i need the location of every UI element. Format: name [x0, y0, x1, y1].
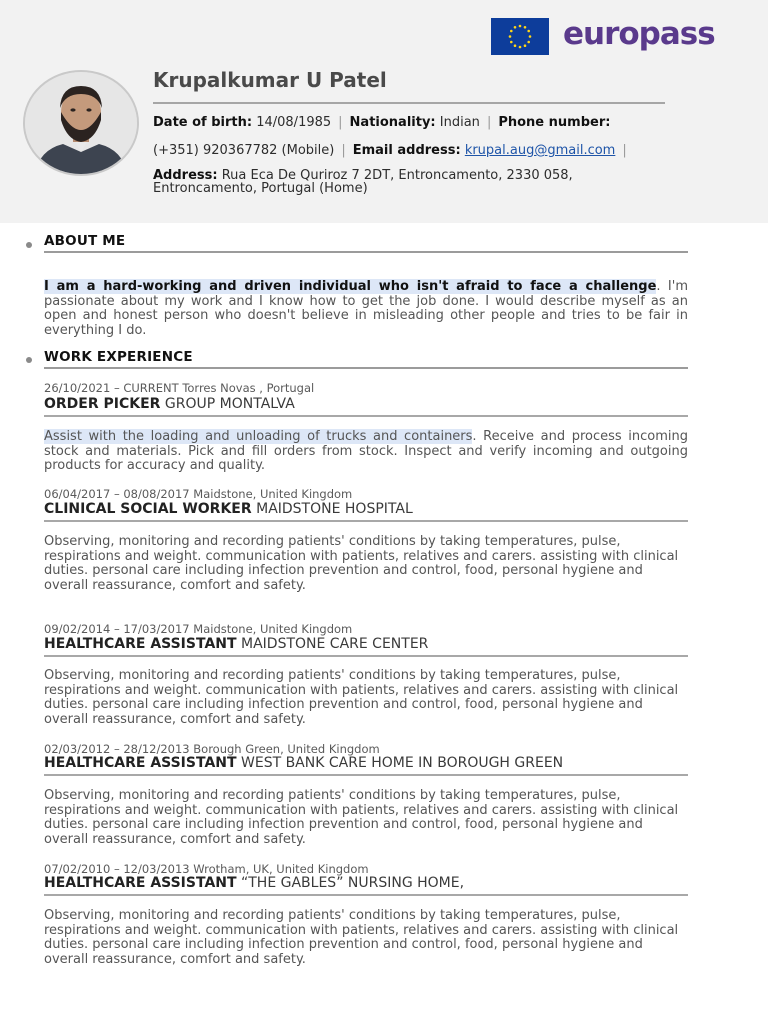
job-desc-highlight: Assist with the loading and unloading of trucks and containers	[44, 429, 473, 444]
job-divider	[44, 415, 688, 417]
job-role: ORDER PICKER	[44, 396, 161, 412]
job-role: CLINICAL SOCIAL WORKER	[44, 501, 252, 517]
nationality-label: Nationality:	[349, 115, 436, 130]
job-divider	[44, 655, 688, 657]
about-rest: . I'm passionate about my work and I know how to get the job done. I would describe myself as an open and honest person who doesn't believe in misleading other people and tries to be fair in everything I do.	[44, 279, 688, 338]
section-bullet	[26, 242, 32, 248]
section-bullet	[26, 357, 32, 363]
separator: |	[622, 143, 627, 158]
profile-photo	[23, 70, 139, 176]
job-description: Observing, monitoring and recording patients' conditions by taking temperatures, pulse, respirations and weight. communication with patients, relatives and carers. assisting with clinical duties. personal care including infection prevention and control, food, personal hygiene and overall reassurance, comfort and safety.	[44, 788, 679, 847]
job-employer: MAIDSTONE HOSPITAL	[256, 501, 413, 517]
section-title-work: WORK EXPERIENCE	[44, 349, 193, 365]
email-label: Email address:	[352, 143, 461, 158]
section-title-about: ABOUT ME	[44, 233, 126, 249]
dob-value: 14/08/1985	[256, 115, 332, 130]
job-divider	[44, 774, 688, 776]
candidate-name: Krupalkumar U Patel	[153, 68, 387, 92]
header-band	[0, 0, 768, 223]
nationality-value: Indian	[439, 115, 480, 130]
about-paragraph	[44, 280, 688, 338]
job-meta: 09/02/2014 – 17/03/2017 Maidstone, United Kingdom	[44, 622, 353, 636]
job-description: Observing, monitoring and recording patients' conditions by taking temperatures, pulse, respirations and weight. communication with patients, relatives and carers. assisting with clinical duties. personal care including infection prevention and control, food, personal hygiene and overall reassurance, comfort and safety.	[44, 908, 679, 967]
personal-info-line-1	[153, 115, 610, 130]
job-title	[44, 875, 464, 891]
job-description: Observing, monitoring and recording patients' conditions by taking temperatures, pulse, respirations and weight. communication with patients, relatives and carers. assisting with clinical duties. personal care including infection prevention and control, food, personal hygiene and overall reassurance, comfort and safety.	[44, 534, 679, 593]
job-meta: 02/03/2012 – 28/12/2013 Borough Green, United Kingdom	[44, 742, 380, 756]
dob-label: Date of birth:	[153, 115, 253, 130]
job-desc: . Receive and process incoming stock and materials. Pick and fill orders from stock. Inspect and verify incoming and outgoing products for accuracy and quality.	[44, 429, 688, 474]
address-label: Address:	[153, 168, 218, 183]
email-link[interactable]: krupal.aug@gmail.com	[464, 143, 616, 158]
separator: |	[338, 115, 343, 130]
job-role: HEALTHCARE ASSISTANT	[44, 875, 237, 891]
job-title	[44, 636, 428, 652]
address-value: Rua Eca De Quriroz 7 2DT, Entroncamento, 2330 058, Entroncamento, Portugal (Home)	[153, 168, 573, 196]
job-employer: GROUP MONTALVA	[164, 396, 295, 412]
europass-logo: europass	[563, 16, 715, 52]
phone-label: Phone number:	[498, 115, 611, 130]
separator: |	[341, 143, 346, 158]
job-description	[44, 430, 688, 474]
job-employer: WEST BANK CARE HOME IN BOROUGH GREEN	[241, 755, 564, 771]
job-meta: 06/04/2017 – 08/08/2017 Maidstone, United Kingdom	[44, 487, 353, 501]
job-divider	[44, 894, 688, 896]
job-title	[44, 501, 413, 517]
job-role: HEALTHCARE ASSISTANT	[44, 636, 237, 652]
job-title	[44, 755, 563, 771]
about-highlight: I am a hard-working and driven individual who isn't afraid to face a challenge	[44, 279, 657, 294]
job-divider	[44, 520, 688, 522]
job-meta: 07/02/2010 – 12/03/2013 Wrotham, UK, United Kingdom	[44, 862, 369, 876]
phone-value: (+351) 920367782 (Mobile)	[153, 143, 335, 158]
job-employer: “THE GABLES” NURSING HOME,	[241, 875, 465, 891]
job-meta: 26/10/2021 – CURRENT Torres Novas , Portugal	[44, 381, 315, 395]
personal-info-line-2	[153, 143, 634, 158]
address-block	[153, 169, 573, 195]
name-divider	[153, 102, 665, 104]
section-divider	[44, 251, 688, 253]
job-title	[44, 396, 295, 412]
separator: |	[486, 115, 492, 130]
job-employer: MAIDSTONE CARE CENTER	[241, 636, 429, 652]
job-role: HEALTHCARE ASSISTANT	[44, 755, 237, 771]
section-divider	[44, 367, 688, 369]
job-description: Observing, monitoring and recording patients' conditions by taking temperatures, pulse, respirations and weight. communication with patients, relatives and carers. assisting with clinical duties. personal care including infection prevention and control, food, personal hygiene and overall reassurance, comfort and safety.	[44, 668, 679, 727]
eu-flag-icon	[491, 18, 549, 55]
